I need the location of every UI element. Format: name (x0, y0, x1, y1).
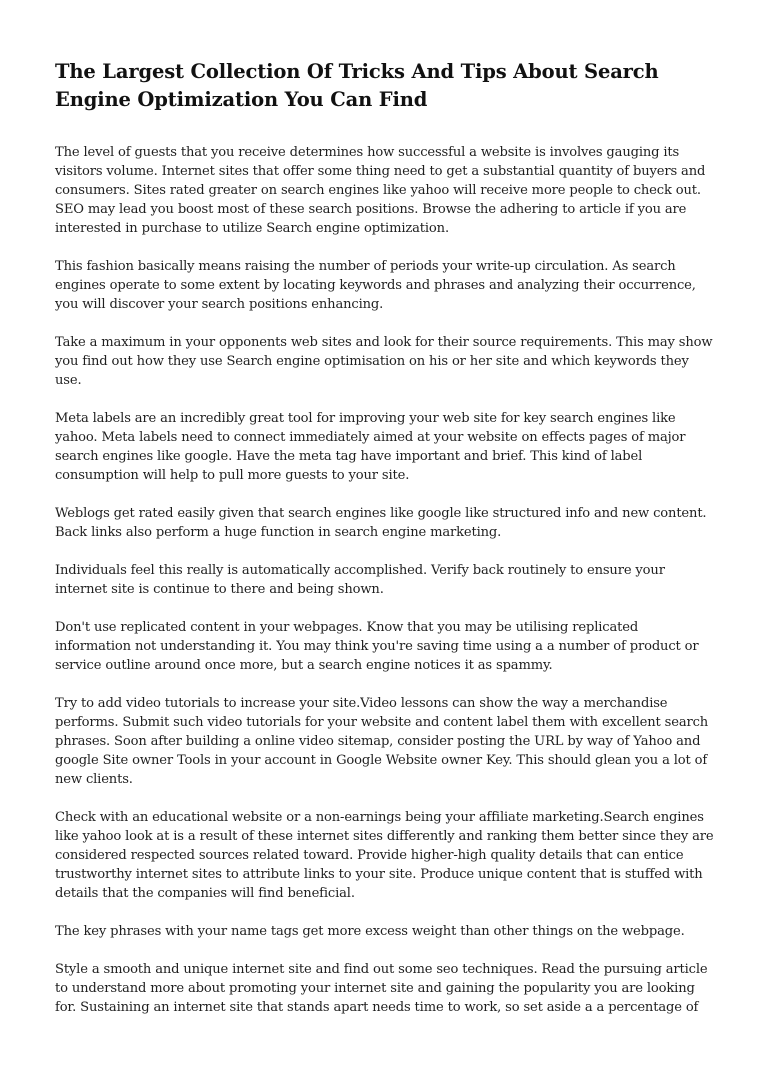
paragraph-9: Check with an educational website or a non-earnings being your affiliate marketing.Search engines like yahoo look at is a result of these internet sites differently and ranking them better since they are considered respected sources related toward. Provide higher-high quality details that can entice trustworthy internet sites to attribute links to your site. Produce unique content that is stuffed with details that the companies will find beneficial. (55, 810, 714, 901)
document-page (55, 58, 717, 1036)
paragraph-3: Take a maximum in your opponents web sites and look for their source requirements. This may show you find out how they use Search engine optimisation on his or her site and which keywords they use. (55, 335, 713, 388)
paragraph-5: Weblogs get rated easily given that search engines like google like structured info and new content. Back links also perform a huge function in search engine marketing. (55, 506, 707, 540)
paragraph-2: This fashion basically means raising the number of periods your write-up circulation. As search engines operate to some extent by locating keywords and phrases and analyzing their occurrence, you will discover your search positions enhancing. (55, 259, 696, 312)
paragraph-7: Don't use replicated content in your webpages. Know that you may be utilising replicated information not understanding it. You may think you're saving time using a a number of product or service outline around once more, but a search engine notices it as spammy. (55, 620, 699, 673)
document-body (55, 143, 717, 1017)
paragraph-1: The level of guests that you receive determines how successful a website is involves gauging its visitors volume. Internet sites that offer some thing need to get a substantial quantity of buyers and consumers. Sites rated greater on search engines like yahoo will receive more people to check out. SEO may lead you boost most of these search positions. Browse the adhering to article if you are interested in purchase to utilize Search engine optimization. (55, 145, 706, 236)
paragraph-11: Style a smooth and unique internet site and find out some seo techniques. Read the pursuing article to understand more about promoting your internet site and gaining the popularity you are looking for. Sustaining an internet site that stands apart needs time to work, so set aside a a percentage of (55, 962, 708, 1015)
document-title: The Largest Collection Of Tricks And Tips About Search Engine Optimization You Can Find (55, 60, 659, 111)
paragraph-4: Meta labels are an incredibly great tool for improving your web site for key search engines like yahoo. Meta labels need to connect immediately aimed at your website on effects pages of major search engines like google. Have the meta tag have important and brief. This kind of label consumption will help to pull more guests to your site. (55, 411, 686, 483)
paragraph-8: Try to add video tutorials to increase your site.Video lessons can show the way a merchandise performs. Submit such video tutorials for your website and content label them with excellent search phrases. Soon after building a online video sitemap, consider posting the URL by way of Yahoo and google Site owner Tools in your account in Google Website owner Key. This should glean you a lot of new clients. (55, 696, 709, 787)
paragraph-6: Individuals feel this really is automatically accomplished. Verify back routinely to ensure your internet site is continue to there and being shown. (55, 563, 665, 597)
paragraph-10: The key phrases with your name tags get more excess weight than other things on the webpage. (55, 924, 685, 939)
